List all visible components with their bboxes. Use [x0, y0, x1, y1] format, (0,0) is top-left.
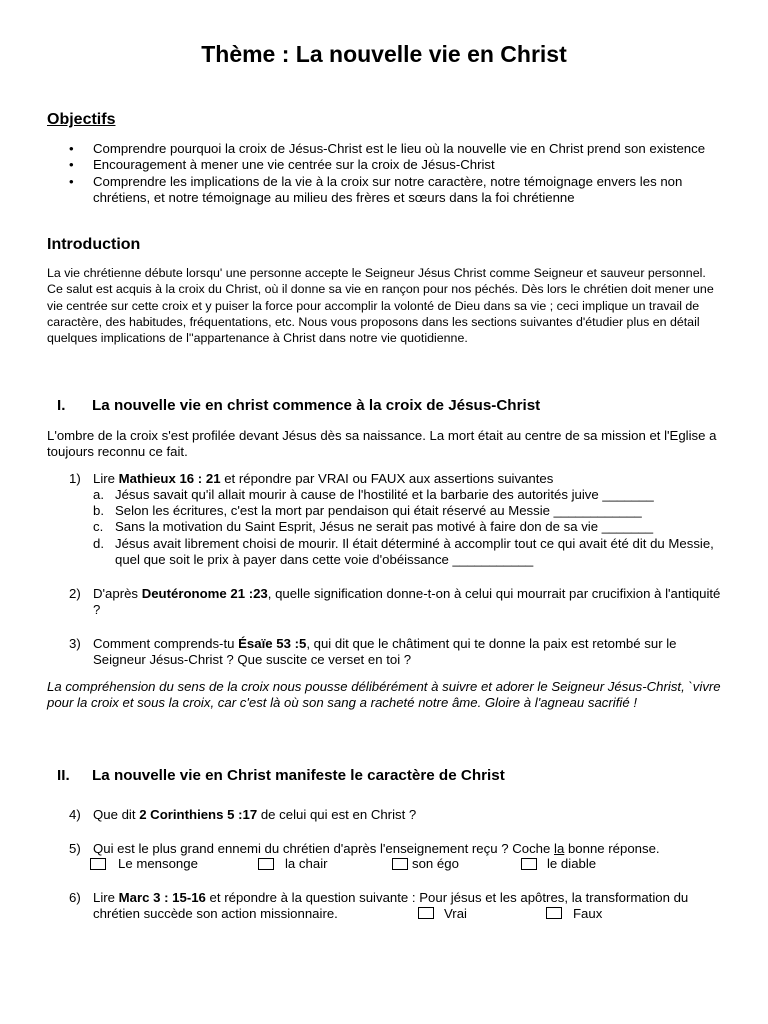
objective-item: • Comprendre les implications de la vie à la croix sur notre caractère, notre témoignage envers les non chrétiens, et notre témoignage au milieu des frères et sœurs dans la foi chrétienne: [47, 174, 727, 207]
question-text: et répondre à la question suivante : Pour jésus et les apôtres, la transformation du chrétien succède son action missionnaire.: [93, 890, 689, 922]
question-text: et répondre par VRAI ou FAUX aux assertions suivantes: [220, 471, 554, 486]
assertion-letter: b.: [93, 503, 104, 518]
question-5: [47, 841, 723, 857]
section-number: I.: [57, 397, 66, 414]
question-1: [47, 471, 723, 487]
question-number: 4): [69, 807, 81, 822]
checkbox-le-diable[interactable]: [521, 858, 537, 870]
underlined-word: la: [554, 841, 565, 856]
introduction-heading: Introduction: [47, 236, 141, 253]
checkbox-son-ego[interactable]: [392, 858, 408, 870]
question-number: 5): [69, 841, 81, 856]
section-number: II.: [57, 767, 70, 784]
assertion-c: [93, 519, 723, 535]
section-1-heading: [47, 397, 540, 414]
question-text: Qui est le plus grand ennemi du chrétien d'après l'enseignement reçu ? Coche: [93, 841, 555, 856]
objective-item: • Encouragement à mener une vie centrée sur la croix de Jésus-Christ: [47, 157, 727, 173]
section-title: La nouvelle vie en christ commence à la croix de Jésus-Christ: [92, 397, 541, 414]
section-2-heading: [47, 767, 505, 784]
objective-item: • Comprendre pourquoi la croix de Jésus-Christ est le lieu où la nouvelle vie en Christ prend son existence: [47, 141, 727, 157]
question-number: 3): [69, 636, 81, 651]
question-text: Que dit: [93, 807, 140, 822]
section-title: La nouvelle vie en Christ manifeste le caractère de Christ: [92, 767, 505, 784]
question-text: D'après: [93, 586, 142, 601]
assertion-letter: d.: [93, 536, 104, 551]
checkbox-label: la chair: [285, 856, 328, 871]
bible-reference: Marc 3 : 15-16: [118, 890, 206, 905]
bible-reference: Ésaïe 53 :5: [238, 636, 307, 651]
question-number: 6): [69, 890, 81, 905]
assertion-text: Selon les écritures, c'est la mort par pendaison qui était réservé au Messie ____________: [115, 503, 642, 518]
question-2: [47, 586, 723, 619]
objectives-heading: Objectifs: [47, 111, 116, 128]
section-1-closing: La compréhension du sens de la croix nous pousse délibérément à suivre et adorer le Seigneur Jésus-Christ, `vivre pour la croix et sous la croix, car c'est là où son sang a racheté notre âme. Gloire à l'agneau sacrifié !: [47, 679, 721, 711]
question-number: 2): [69, 586, 81, 601]
assertion-letter: c.: [93, 519, 104, 534]
question-text: de celui qui est en Christ ?: [257, 807, 417, 822]
bible-reference: Mathieux 16 : 21: [118, 471, 221, 486]
checkbox-label: Vrai: [444, 906, 467, 921]
question-text: Comment comprends-tu: [93, 636, 239, 651]
question-6: [47, 890, 723, 923]
checkbox-label: le diable: [547, 856, 597, 871]
checkbox-label: Le mensonge: [118, 856, 198, 871]
assertion-text: Jésus savait qu'il allait mourir à cause de l'hostilité et la barbarie des autorités juive _______: [115, 487, 654, 502]
checkbox-vrai[interactable]: [418, 907, 434, 919]
question-text: , quelle signification donne-t-on à celui qui mourrait par crucifixion à l'antiquité ?: [93, 586, 721, 618]
bible-reference: 2 Corinthiens 5 :17: [139, 807, 258, 822]
checkbox-faux[interactable]: [546, 907, 562, 919]
question-number: 1): [69, 471, 81, 486]
section-1-lead: L'ombre de la croix s'est profilée devant Jésus dès sa naissance. La mort était au centre de sa mission et l'Eglise a toujours reconnu ce fait.: [47, 428, 717, 460]
assertion-b: [93, 503, 723, 519]
question-text: Lire: [93, 471, 119, 486]
checkbox-le-mensonge[interactable]: [90, 858, 106, 870]
assertion-text: Sans la motivation du Saint Esprit, Jésus ne serait pas motivé à faire don de sa vie _______: [115, 519, 654, 534]
objectives-list: [47, 141, 727, 207]
question-text: Lire: [93, 890, 119, 905]
assertion-text: Jésus avait librement choisi de mourir. Il était déterminé à accomplir tout ce qui avait été dit du Messie, quel que soit le prix à payer dans cette voie d'obéissance ___________: [115, 536, 714, 568]
question-3: [47, 636, 723, 669]
question-text: bonne réponse.: [564, 841, 660, 856]
introduction-text: La vie chrétienne débute lorsqu' une personne accepte le Seigneur Jésus Christ comme Seigneur et sauveur personnel. Ce salut est acquis à la croix du Christ, où il donne sa vie en rançon pour nos péchés. Dès lors le chrétien doit mener une vie centrée sur cette croix et y puiser la force pour accomplir la volonté de Dieu dans sa vie ; ceci implique un travail de caractère, des habitudes, fréquentations, etc. Nous vous proposons dans les sections suivantes d'étudier plus en détail quelques implications de l''appartenance à Christ dans notre vie quotidienne.: [47, 266, 714, 346]
assertion-a: [93, 487, 723, 503]
checkbox-la-chair[interactable]: [258, 858, 274, 870]
checkbox-label: Faux: [573, 906, 603, 921]
question-4: [47, 807, 723, 823]
question-text: , qui dit que le châtiment qui te donne la paix est retombé sur le Seigneur Jésus-Christ ? Que suscite ce verset en toi ?: [93, 636, 677, 668]
assertion-letter: a.: [93, 487, 104, 502]
assertion-d: [93, 536, 723, 569]
checkbox-label: son égo: [412, 856, 459, 871]
bible-reference: Deutéronome 21 :23: [141, 586, 268, 601]
page-title: Thème : La nouvelle vie en Christ: [201, 41, 567, 67]
